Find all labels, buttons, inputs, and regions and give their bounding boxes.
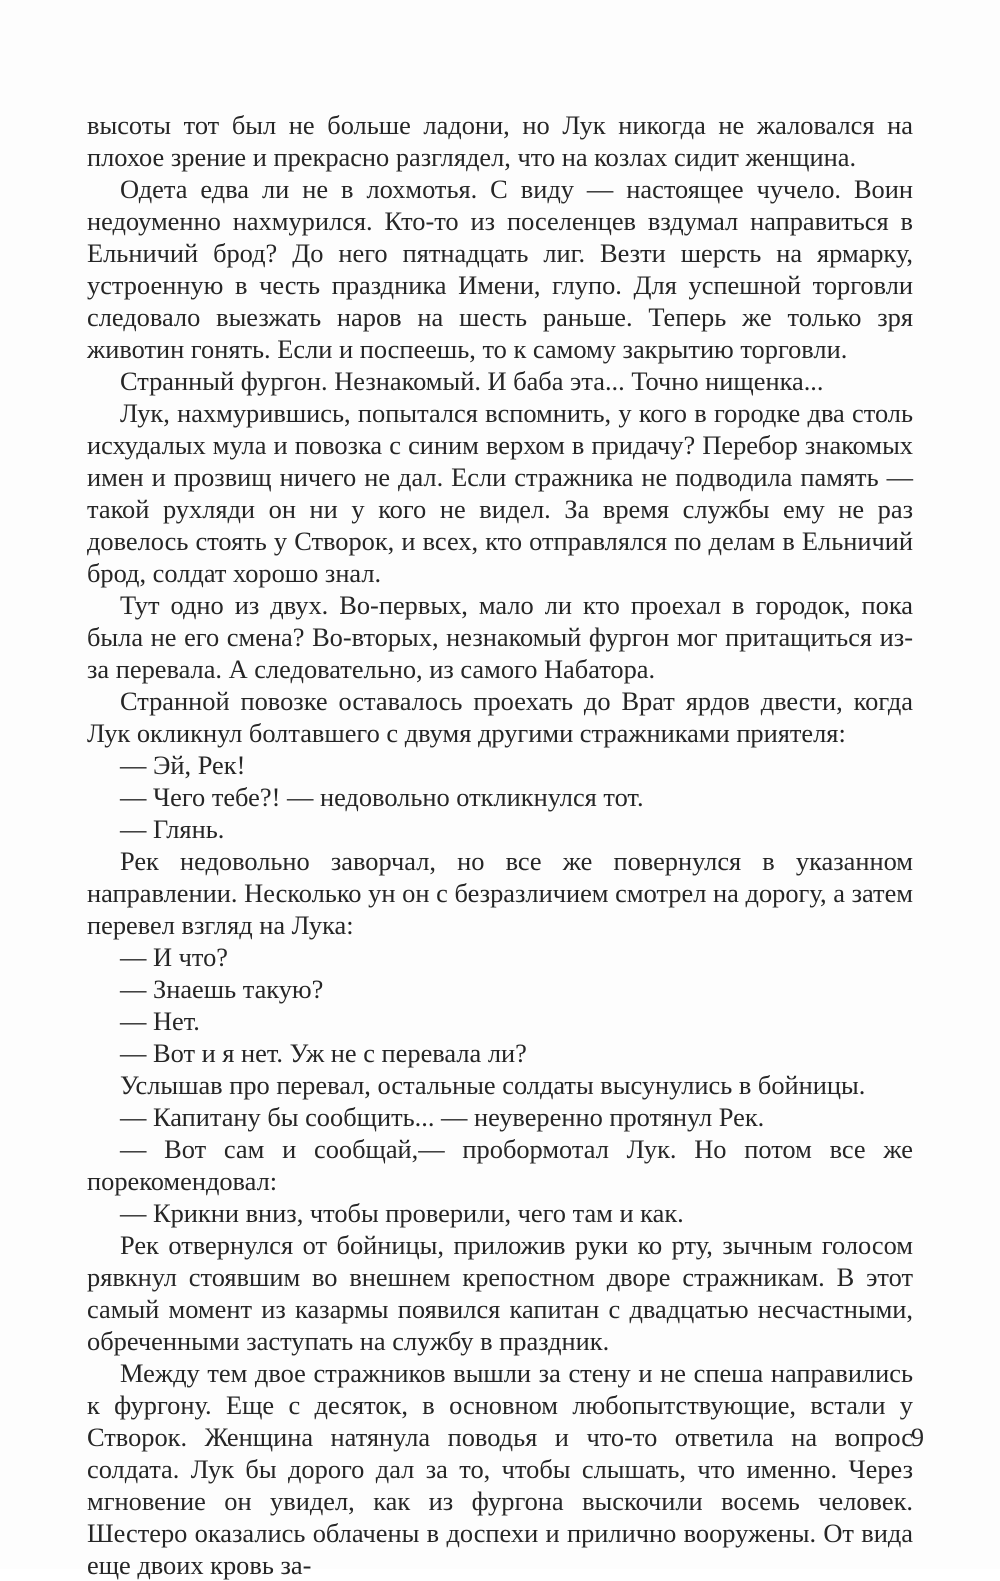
dialogue-line: — Знаешь такую? [120, 974, 324, 1004]
dialogue-line: — Нет. [120, 1006, 200, 1036]
paragraph: высоты тот был не больше ладони, но Лук никогда не жаловался на плохое зрение и прекрасно разглядел, что на козлах сидит женщина. [87, 110, 913, 172]
paragraph: Одета едва ли не в лохмотья. С виду — настоящее чучело. Воин недоуменно нахмурился. Кто-то из поселенцев вздумал направиться в Ельничий брод? До него пятнадцать лиг. Везти шерсть на ярмарку, устроенную в честь праздника Имени, глупо. Для успешной торговли следовало выезжать наров на шесть раньше. Теперь же только зря животин гонять. Если и поспеешь, то к самому закрытию торговли. [87, 174, 913, 364]
dialogue-line: — Вот и я нет. Уж не с перевала ли? [120, 1038, 527, 1068]
paragraph: Рек отвернулся от бойницы, приложив руки ко рту, зычным голосом рявкнул стоявшим во внешнем крепостном дворе стражникам. В этот самый момент из казармы появился капитан с двадцатью несчастными, обреченными заступать на службу в праздник. [87, 1230, 913, 1356]
dialogue-line: — И что? [120, 942, 229, 972]
paragraph: Лук, нахмурившись, попытался вспомнить, у кого в городке два столь исхудалых мула и повозка с синим верхом в придачу? Перебор знакомых имен и прозвищ ничего не дал. Если стражника не подводила память — такой рухляди он ни у кого не видел. За время службы ему не раз довелось стоять у Створок, и всех, кто отправлялся по делам в Ельничий брод, солдат хорошо знал. [87, 398, 913, 588]
dialogue-line: — Глянь. [120, 814, 225, 844]
page-number: 9 [911, 1423, 924, 1452]
body-text [87, 109, 913, 1581]
dialogue-line: — Крикни вниз, чтобы проверили, чего там и как. [120, 1198, 684, 1228]
paragraph: Между тем двое стражников вышли за стену и не спеша направились к фургону. Еще с десяток, в основном любопытствующие, встали у Створок. Женщина натянула поводья и что-то ответила на вопрос солдата. Лук бы дорого дал за то, чтобы слышать, что именно. Через мгновение он увидел, как из фургона выскочили восемь человек. Шестеро оказались облачены в доспехи и прилично вооружены. От вида еще двоих кровь за- [87, 1358, 913, 1580]
paragraph: Странной повозке оставалось проехать до Врат ярдов двести, когда Лук окликнул болтавшего с двумя другими стражниками приятеля: [87, 686, 913, 748]
dialogue-line: — Капитану бы сообщить... — неуверенно протянул Рек. [120, 1102, 765, 1132]
dialogue-line: — Вот сам и сообщай,— пробормотал Лук. Но потом все же порекомендовал: [87, 1134, 913, 1196]
paragraph: Услышав про перевал, остальные солдаты высунулись в бойницы. [120, 1070, 866, 1100]
paragraph: Рек недовольно заворчал, но все же повернулся в указанном направлении. Несколько ун он с безразличием смотрел на дорогу, а затем перевел взгляд на Лука: [87, 846, 913, 940]
paragraph: Странный фургон. Незнакомый. И баба эта... Точно нищенка... [120, 366, 824, 396]
dialogue-line: — Эй, Рек! [120, 750, 246, 780]
paragraph: Тут одно из двух. Во-первых, мало ли кто проехал в городок, пока была не его смена? Во-вторых, незнакомый фургон мог притащиться из-за перевала. А следовательно, из самого Набатора. [87, 590, 913, 684]
dialogue-line: — Чего тебе?! — недовольно откликнулся тот. [120, 782, 644, 812]
